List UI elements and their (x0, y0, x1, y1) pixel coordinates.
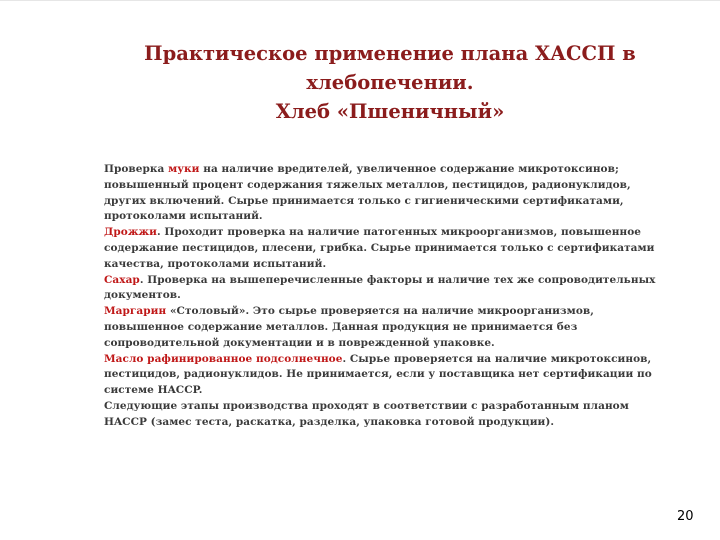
slide-body (104, 162, 694, 431)
body-line (104, 304, 694, 320)
body-line: повышенное содержание металлов. Данная продукция не принимается без (104, 320, 578, 333)
body-line: содержание пестицидов, плесени, грибка. Сырье принимается только с сертификатами (104, 241, 655, 254)
text-segment: . Сырье проверяется на наличие микротоксинов, (342, 352, 652, 365)
body-line: Следующие этапы производства проходят в соответствии с разработанным планом (104, 399, 629, 412)
text-segment: . Проходит проверка на наличие патогенных микроорганизмов, повышенное (156, 226, 642, 239)
highlight-yeast: Дрожжи (104, 226, 157, 239)
body-line (104, 352, 694, 368)
title-line-3: Хлеб «Пшеничный» (275, 100, 505, 123)
text-segment: «Столовый». Это сырье проверяется на наличие микроорганизмов, (166, 305, 594, 318)
text-segment: . Проверка на вышеперечисленные факторы и наличие тех же сопроводительных (139, 273, 656, 286)
body-line: системе HACCP. (104, 384, 203, 397)
title-line-2: хлебопечении. (306, 71, 474, 94)
body-line (104, 162, 694, 178)
text-segment: на наличие вредителей, увеличенное содержание микротоксинов; (199, 163, 619, 175)
highlight-margarine: Маргарин (104, 305, 167, 318)
slide-title (100, 39, 680, 126)
title-line-1: Практическое применение плана ХАССП в (144, 42, 636, 65)
highlight-flour: муки (168, 163, 200, 175)
body-line: сопроводительной документации и в поврежденной упаковке. (104, 336, 495, 349)
highlight-sugar: Сахар (104, 273, 140, 286)
body-line: HACCP (замес теста, раскатка, разделка, упаковка готовой продукции). (104, 415, 555, 428)
highlight-oil: Масло рафинированное подсолнечное (104, 352, 343, 365)
page-number: 20 (677, 509, 694, 524)
body-line: качества, протоколами испытаний. (104, 257, 327, 270)
body-line: повышенный процент содержания тяжелых металлов, пестицидов, радионуклидов, (104, 178, 631, 191)
body-line: других включений. Сырье принимается только с гигиеническими сертификатами, (104, 194, 624, 207)
body-line: документов. (104, 289, 181, 302)
body-line: протоколами испытаний. (104, 210, 263, 223)
body-line: пестицидов, радионуклидов. Не принимается, если у поставщика нет сертификации по (104, 368, 652, 381)
body-line (104, 225, 694, 241)
text-segment: Проверка (104, 163, 169, 175)
body-line (104, 273, 694, 289)
